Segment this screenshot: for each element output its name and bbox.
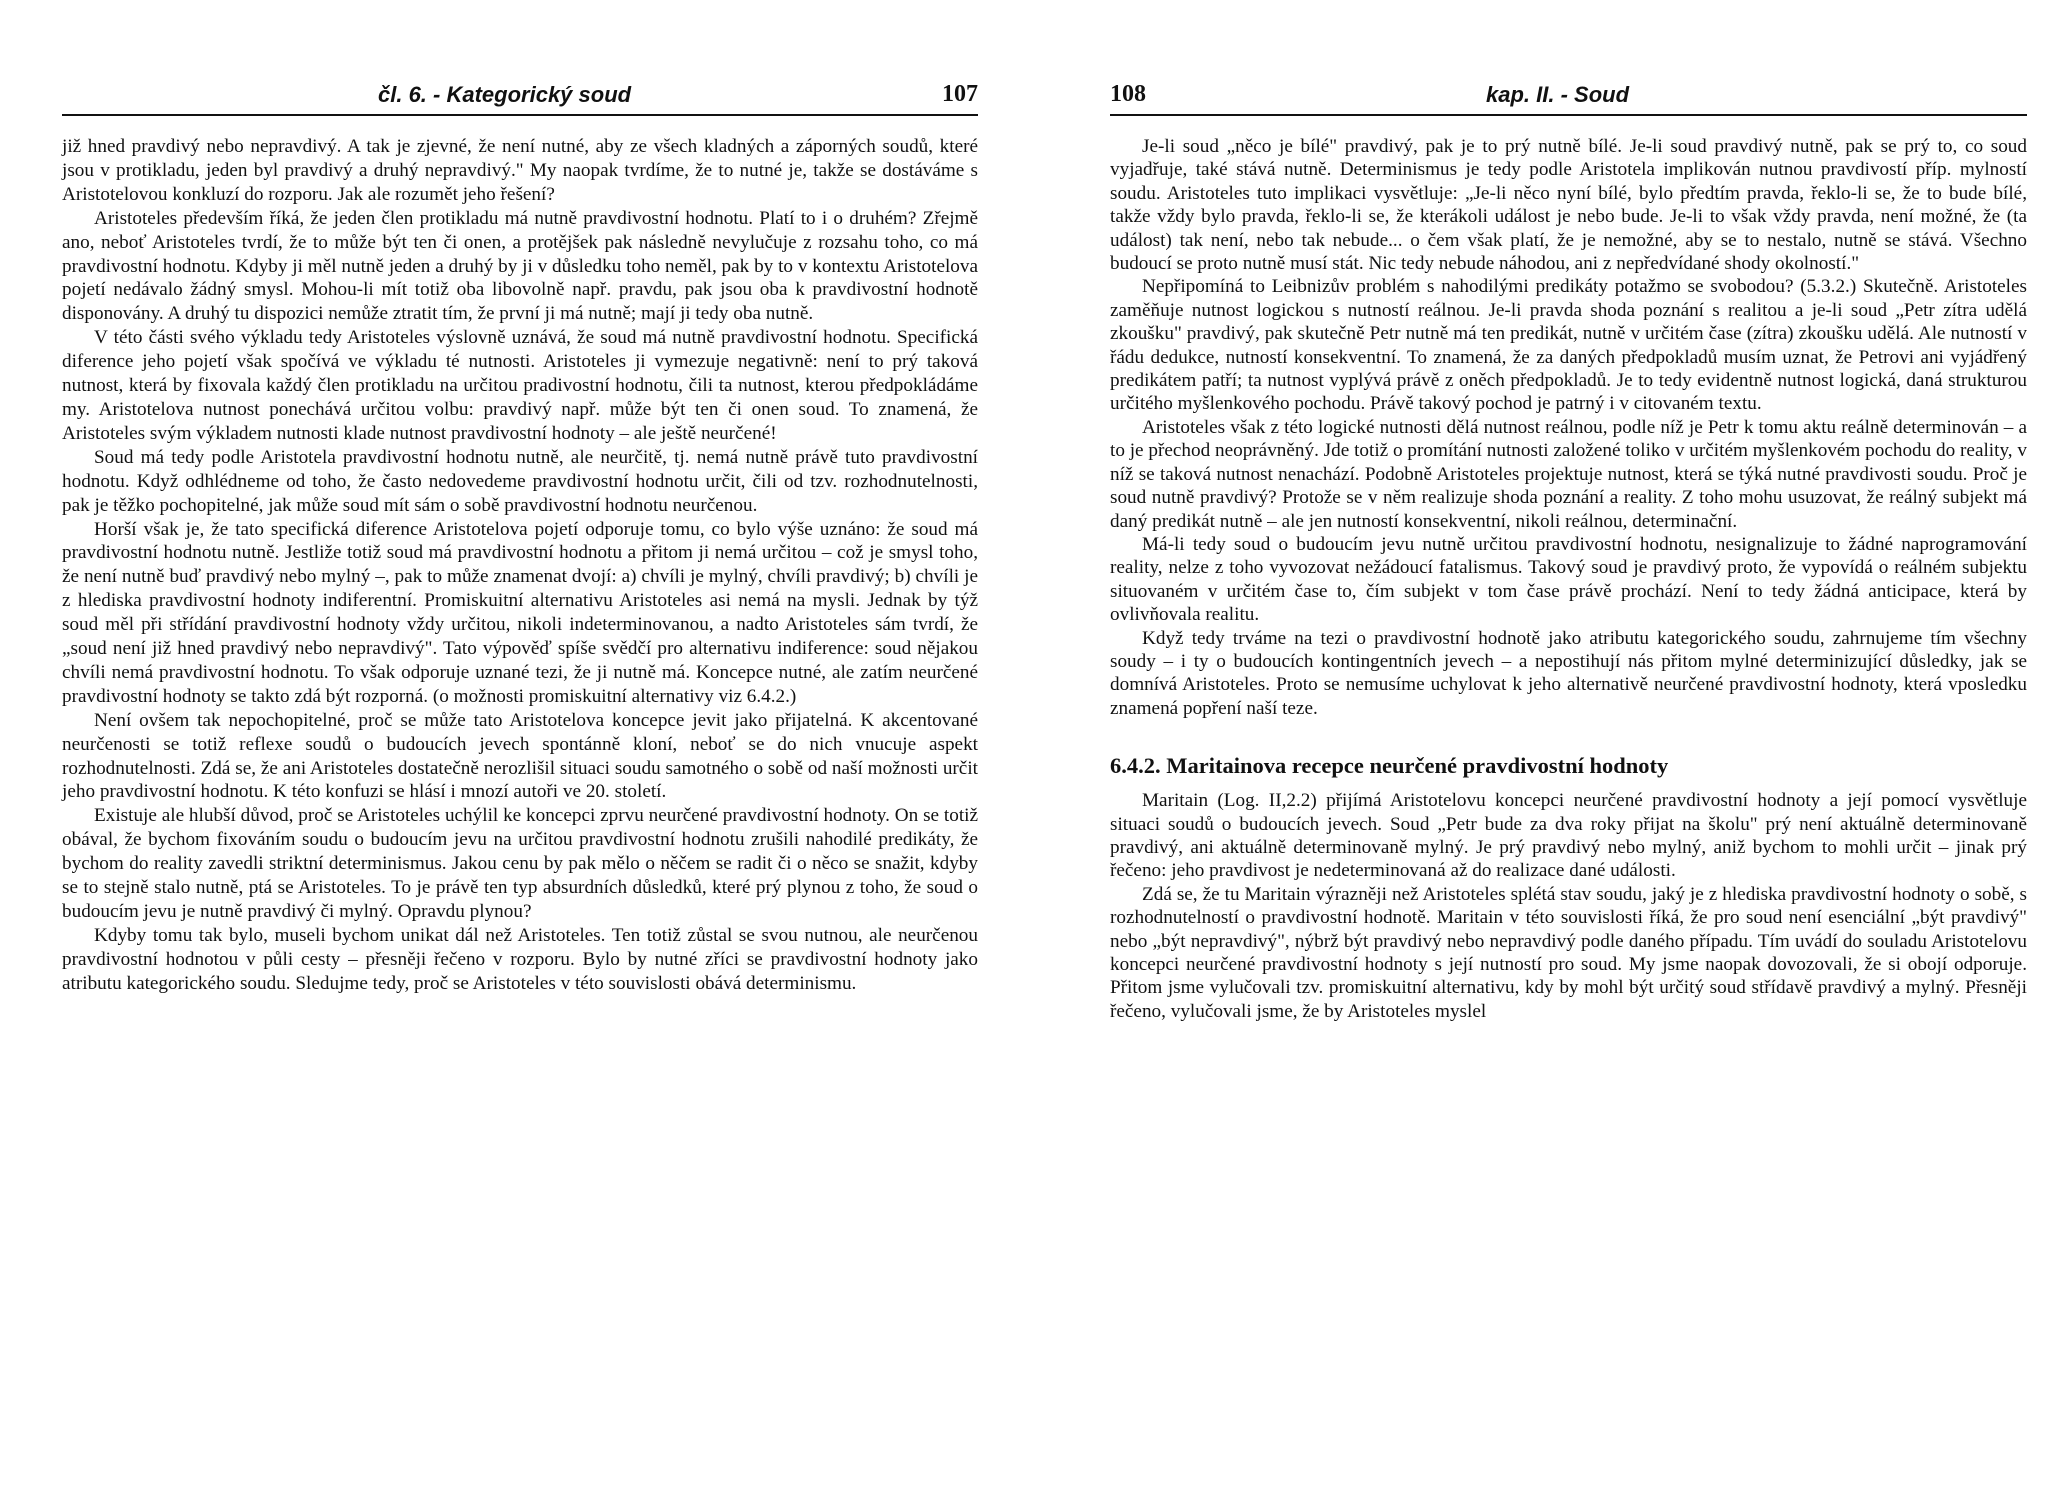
running-title: čl. 6. - Kategorický soud — [378, 82, 632, 107]
section-heading: 6.4.2. Maritainova recepce neurčené pravdivostní hodnoty — [1110, 753, 1669, 779]
paragraph: Není ovšem tak nepochopitelné, proč se může tato Aristotelova koncepce jevit jako přijatelná. K akcentované neurčenosti se totiž reflexe soudů o budoucích jevech spontánně kloní, neboť se do nich vnucuje aspekt rozhodnutelnosti. Zdá se, že ani Aristoteles dostatečně nerozlišil situaci soudu samotného o sobě od naší možnosti určit jeho pravdivostní hodnotu. K této konfuzi se hlásí i mnozí autoři ve 20. století. — [62, 709, 978, 803]
paragraph: Soud má tedy podle Aristotela pravdivostní hodnotu nutně, ale neurčitě, tj. nemá nutně právě tuto pravdivostní hodnotu. Když odhlédneme od toho, že často nedovedeme pravdivostní hodnotu určit, čili od tzv. rozhodnutelnosti, pak je těžko pochopitelné, jak může soud mít sám o sobě pravdivostní hodnotu neurčenou. — [62, 446, 978, 516]
running-header-left — [62, 80, 978, 116]
paragraph: Aristoteles však z této logické nutnosti dělá nutnost reálnou, podle níž je Petr k tomu aktu reálně determinován – a to je přechod neoprávněný. Jde totiž o promítání nutnosti založené toliko v určitém myšlenkovém pochodu do reality, v níž se taková nutnost nenachází. Podobně Aristoteles projektuje nutnost, která se týká nutné pravdivosti soudu. Proč je soud nutně pravdivý? Protože se v něm realizuje shoda poznání a reality. Z toho mohu usuzovat, že reálný subjekt má daný predikát nutně – ale jen nutností konsekventní, nikoli reálnou, determinační. — [1110, 416, 2027, 532]
paragraph: V této části svého výkladu tedy Aristoteles výslovně uznává, že soud má nutně pravdivostní hodnotu. Specifická diference jeho pojetí však spočívá ve výkladu té nutnosti. Aristoteles ji vymezuje negativně: není to prý taková nutnost, která by fixovala každý člen protikladu na určitou pradivostní hodnotu, čili ta nutnost, kterou předpokládáme my. Aristotelova nutnost ponechává určitou volbu: pravdivý např. může být ten či onen soud. To znamená, že Aristoteles svým výkladem nutnosti klade nutnost pravdivostní hodnoty – ale ještě neurčené! — [62, 327, 978, 444]
paragraph: Když tedy trváme na tezi o pravdivostní hodnotě jako atributu kategorického soudu, zahrnujeme tím všechny soudy – i ty o budoucích kontingentních jevech – a nepostihují nás přitom mylné determinizující důsledky, jak se domnívá Aristoteles. Proto se nemusíme uchylovat k jeho alternativě neurčené pravdivostní hodnoty, která vposledku znamená popření naší teze. — [1110, 627, 2027, 719]
page-number: 108 — [1110, 81, 1146, 107]
paragraph: Zdá se, že tu Maritain výrazněji než Aristoteles splétá stav soudu, jaký je z hlediska pravdivostní hodnoty o sobě, s rozhodnutelností o pravdivostní hodnotě. Maritain v této souvislosti říká, že pro soud není esenciální „být pravdivý" nebo „být nepravdivý", nýbrž být pravdivý nebo nepravdivý podle daného případu. Tím uvádí do souladu Aristotelovu koncepci neurčené pravdivostní hodnoty s její nutností pro soud. My jsme naopak dovozovali, že si obojí odporuje. Přitom jsme vylučovali tzv. promiskuitní alternativu, kdy by mohl být určitý soud střídavě pravdivý a mylný. Přesněji řečeno, vylučovali jsme, že by Aristoteles myslel — [1110, 883, 2027, 1022]
paragraph: Nepřipomíná to Leibnizův problém s nahodilými predikáty potažmo se svobodou? (5.3.2.) Skutečně. Aristoteles zaměňuje nutnost logickou s nutností reálnou. Je-li pravda shoda poznání s realitou a je-li soud „Petr zítra udělá zkoušku" pravdivý, pak skutečně Petr nutně má ten predikát, nutně v určitém čase (zítra) zkoušku udělá. Ale nutností v řádu dedukce, nutností konsekventní. To znamená, že za daných předpokladů musím uznat, že Petrovi ani vyjádřený predikátem patří; ta nutnost vyplývá právě z oněch předpokladů. Je to tedy evidentně nutnost logická, daná strukturou určitého myšlenkového pochodu. Právě takový pochod je patrný i v citovaném textu. — [1110, 276, 2027, 415]
running-title: kap. II. - Soud — [1486, 82, 1630, 107]
page-body-left — [62, 135, 978, 996]
paragraph: Maritain (Log. II,2.2) přijímá Aristotelovu koncepci neurčené pravdivostní hodnoty a její pomocí vysvětluje situaci soudů o budoucích jevech. Soud „Petr bude za dva roky přijat na školu" prý není aktuálně determinovaně pravdivý, ani aktuálně determinovaně mylný. Je prý pravdivý nebo mylný, aniž bychom to mohli určit – jinak prý řečeno: jeho pravdivost je nedeterminovaná až do realizace dané události. — [1110, 790, 2027, 882]
paragraph: Existuje ale hlubší důvod, proč se Aristoteles uchýlil ke koncepci zprvu neurčené pravdivostní hodnoty. On se totiž obával, že bychom fixováním soudu o budoucím jevu na určitou pravdivostní hodnotu zrušili nahodilé predikáty, že bychom do reality zavedli striktní determinismus. Jakou cenu by pak mělo o něčem se radit či o něco se snažit, kdyby se to stejně stalo nutně, ptá se Aristoteles. To je právě ten typ absurdních důsledků, které prý plynou z toho, že soud o budoucím jevu je nutně pravdivý či mylný. Opravdu plynou? — [62, 805, 978, 922]
paragraph: Aristoteles především říká, že jeden člen protikladu má nutně pravdivostní hodnotu. Platí to i o druhém? Zřejmě ano, neboť Aristoteles tvrdí, že to může být ten či onen, a protějšek pak následně nevylučuje z rozsahu toho, co má pravdivostní hodnotu. Kdyby ji měl nutně jeden a druhý by ji v důsledku toho neměl, pak by to v kontextu Aristotelova pojetí nedávalo žádný smysl. Mohou-li mít totiž oba libovolně např. pravdu, pak jsou oba k pravdivostní hodnotě disponovány. A druhý tu dispozici nemůže ztratit tím, že první ji má nutně; mají ji tedy oba nutně. — [62, 207, 978, 325]
page-number: 107 — [942, 81, 978, 107]
paragraph: již hned pravdivý nebo nepravdivý. A tak je zjevné, že není nutné, aby ze všech kladných a záporných soudů, které jsou v protikladu, jeden byl pravdivý a druhý nepravdivý." My naopak tvrdíme, že to nutné je, takže se dostáváme s Aristotelovou konkluzí do rozporu. Jak ale rozumět jeho řešení? — [62, 136, 978, 205]
paragraph: Je-li soud „něco je bílé" pravdivý, pak je to prý nutně bílé. Je-li soud pravdivý nutně, pak se prý to, co soud vyjadřuje, také stává nutně. Determinismus je tedy podle Aristotela implikován nutnou pravdivostí příp. mylností soudu. Aristoteles tuto implikaci vysvětluje: „Je-li něco nyní bílé, bylo předtím pravda, řeklo-li se, že to bude bílé, takže vždy bylo pravda, řeklo-li se, že kterákoli událost je nebo bude. Je-li to však vždy pravda, není možné, že (ta událost) tak není, nebo tak nebude... o čem však platí, že je nemožné, aby se to nestalo, nutně se stává. Všechno budoucí se proto nutně musí stát. Nic tedy nebude náhodou, ani z nepředvídané shody okolností." — [1110, 136, 2027, 275]
page-body-right — [1110, 135, 2027, 1023]
paragraph: Má-li tedy soud o budoucím jevu nutně určitou pravdivostní hodnotu, nesignalizuje to žádné naprogramování reality, nelze z toho vyvozovat nežádoucí fatalismus. Takový soud je pravdivý proto, že vypovídá o reálném subjektu situovaném v určitém čase to, čím subjekt v tom čase právě prochází. Není to tedy žádná anticipace, která by ovlivňovala realitu. — [1110, 533, 2027, 626]
running-header-right — [1110, 80, 2027, 116]
paragraph: Horší však je, že tato specifická diference Aristotelova pojetí odporuje tomu, co bylo výše uznáno: že soud má pravdivostní hodnotu nutně. Jestliže totiž soud má pravdivostní hodnotu a přitom ji nemá určitou – což je smysl toho, že není nutně buď pravdivý nebo mylný –, pak to může znamenat dvojí: a) chvíli je mylný, chvíli pravdivý; b) chvíli je z hlediska pravdivostní hodnoty indiferentní. Promiskuitní alternativu Aristoteles asi nemá na mysli. Jednak by týž soud měl při střídání pravdivostní hodnoty vždy určitou, nikoli indeterminovanou, a nadto Aristoteles sám tvrdí, že „soud není již hned pravdivý nebo nepravdivý". Tato výpověď spíše svědčí pro alternativu indiference: soud nějakou chvíli nemá pravdivostní hodnotu. To však odporuje uznané tezi, že ji nutně má. Koncepce nutné, ale zatím neurčené pravdivostní hodnoty se takto zdá být rozporná. (o možnosti promiskuitní alternativy viz 6.4.2.) — [62, 518, 978, 707]
paragraph: Kdyby tomu tak bylo, museli bychom unikat dál než Aristoteles. Ten totiž zůstal se svou nutnou, ale neurčenou pravdivostní hodnotou v půli cesty – přesněji řečeno v rozporu. Bylo by nutné zříci se pravdivostní hodnoty jako atributu kategorického soudu. Sledujme tedy, proč se Aristoteles v této souvislosti obává determinismu. — [62, 924, 978, 994]
